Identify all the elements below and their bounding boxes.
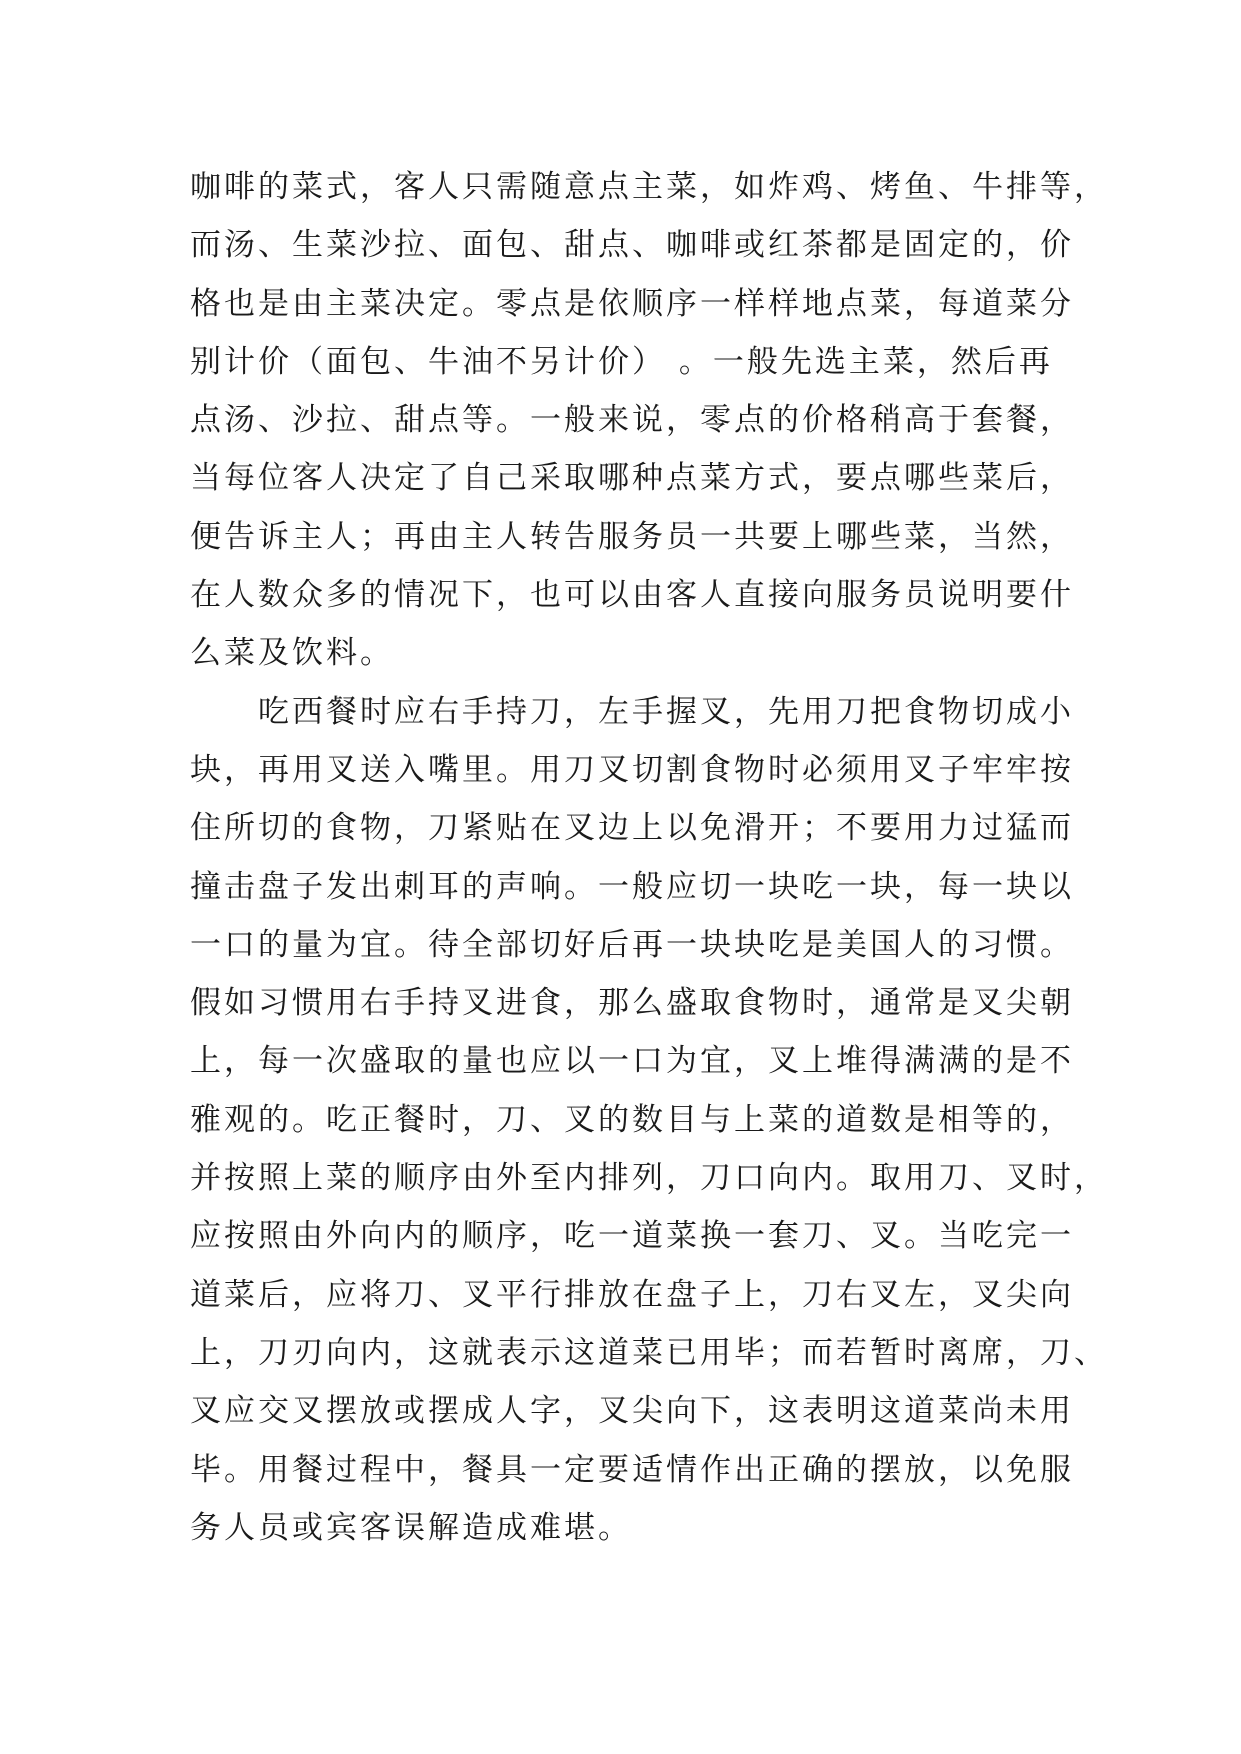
text-line: 上，每一次盛取的量也应以一口为宜，叉上堆得满满的是不 <box>190 1043 1074 1080</box>
text-line: 住所切的食物，刀紧贴在叉边上以免滑开；不要用力过猛而 <box>190 810 1074 847</box>
text-line: 毕。用餐过程中，餐具一定要适情作出正确的摆放，以免服 <box>190 1451 1074 1488</box>
text-line: 假如习惯用右手持叉进食，那么盛取食物时，通常是叉尖朝 <box>190 985 1074 1022</box>
text-line: 么菜及饮料。 <box>190 635 394 672</box>
text-line: 别计价（面包、牛油不另计价） 。一般先选主菜，然后再 <box>190 343 1053 380</box>
text-line: 叉应交叉摆放或摆成人字，叉尖向下，这表明这道菜尚未用 <box>190 1393 1074 1430</box>
paragraph-2 <box>190 683 1108 1557</box>
text-line: 吃西餐时应右手持刀，左手握叉，先用刀把食物切成小 <box>258 693 1074 730</box>
text-line: 便告诉主人；再由主人转告服务员一共要上哪些菜，当然， <box>190 518 1074 555</box>
text-line: 格也是由主菜决定。零点是依顺序一样样地点菜，每道菜分 <box>190 285 1074 322</box>
text-line: 并按照上菜的顺序由外至内排列，刀口向内。取用刀、叉时， <box>190 1160 1108 1197</box>
text-line: 而汤、生菜沙拉、面包、甜点、咖啡或红茶都是固定的，价 <box>190 227 1074 264</box>
text-line: 咖啡的菜式，客人只需随意点主菜，如炸鸡、烤鱼、牛排等， <box>190 169 1108 205</box>
text-line: 点汤、沙拉、甜点等。一般来说，零点的价格稍高于套餐， <box>190 402 1074 439</box>
text-line: 务人员或宾客误解造成难堪。 <box>190 1509 632 1546</box>
text-line: 应按照由外向内的顺序，吃一道菜换一套刀、叉。当吃完一 <box>190 1218 1074 1255</box>
text-line: 上，刀刃向内，这就表示这道菜已用毕；而若暂时离席，刀、 <box>190 1334 1108 1371</box>
text-line: 一口的量为宜。待全部切好后再一块块吃是美国人的习惯。 <box>190 926 1074 963</box>
body-text <box>190 158 1108 1557</box>
text-line: 块，再用叉送入嘴里。用刀叉切割食物时必须用叉子牢牢按 <box>190 751 1074 788</box>
text-line: 撞击盘子发出刺耳的声响。一般应切一块吃一块，每一块以 <box>190 868 1074 905</box>
text-line: 雅观的。吃正餐时，刀、叉的数目与上菜的道数是相等的， <box>190 1101 1074 1138</box>
paragraph-1 <box>190 158 1108 683</box>
text-line: 在人数众多的情况下，也可以由客人直接向服务员说明要什 <box>190 577 1074 614</box>
text-line: 当每位客人决定了自己采取哪种点菜方式，要点哪些菜后， <box>190 460 1074 497</box>
text-line: 道菜后，应将刀、叉平行排放在盘子上，刀右叉左，叉尖向 <box>190 1276 1074 1313</box>
